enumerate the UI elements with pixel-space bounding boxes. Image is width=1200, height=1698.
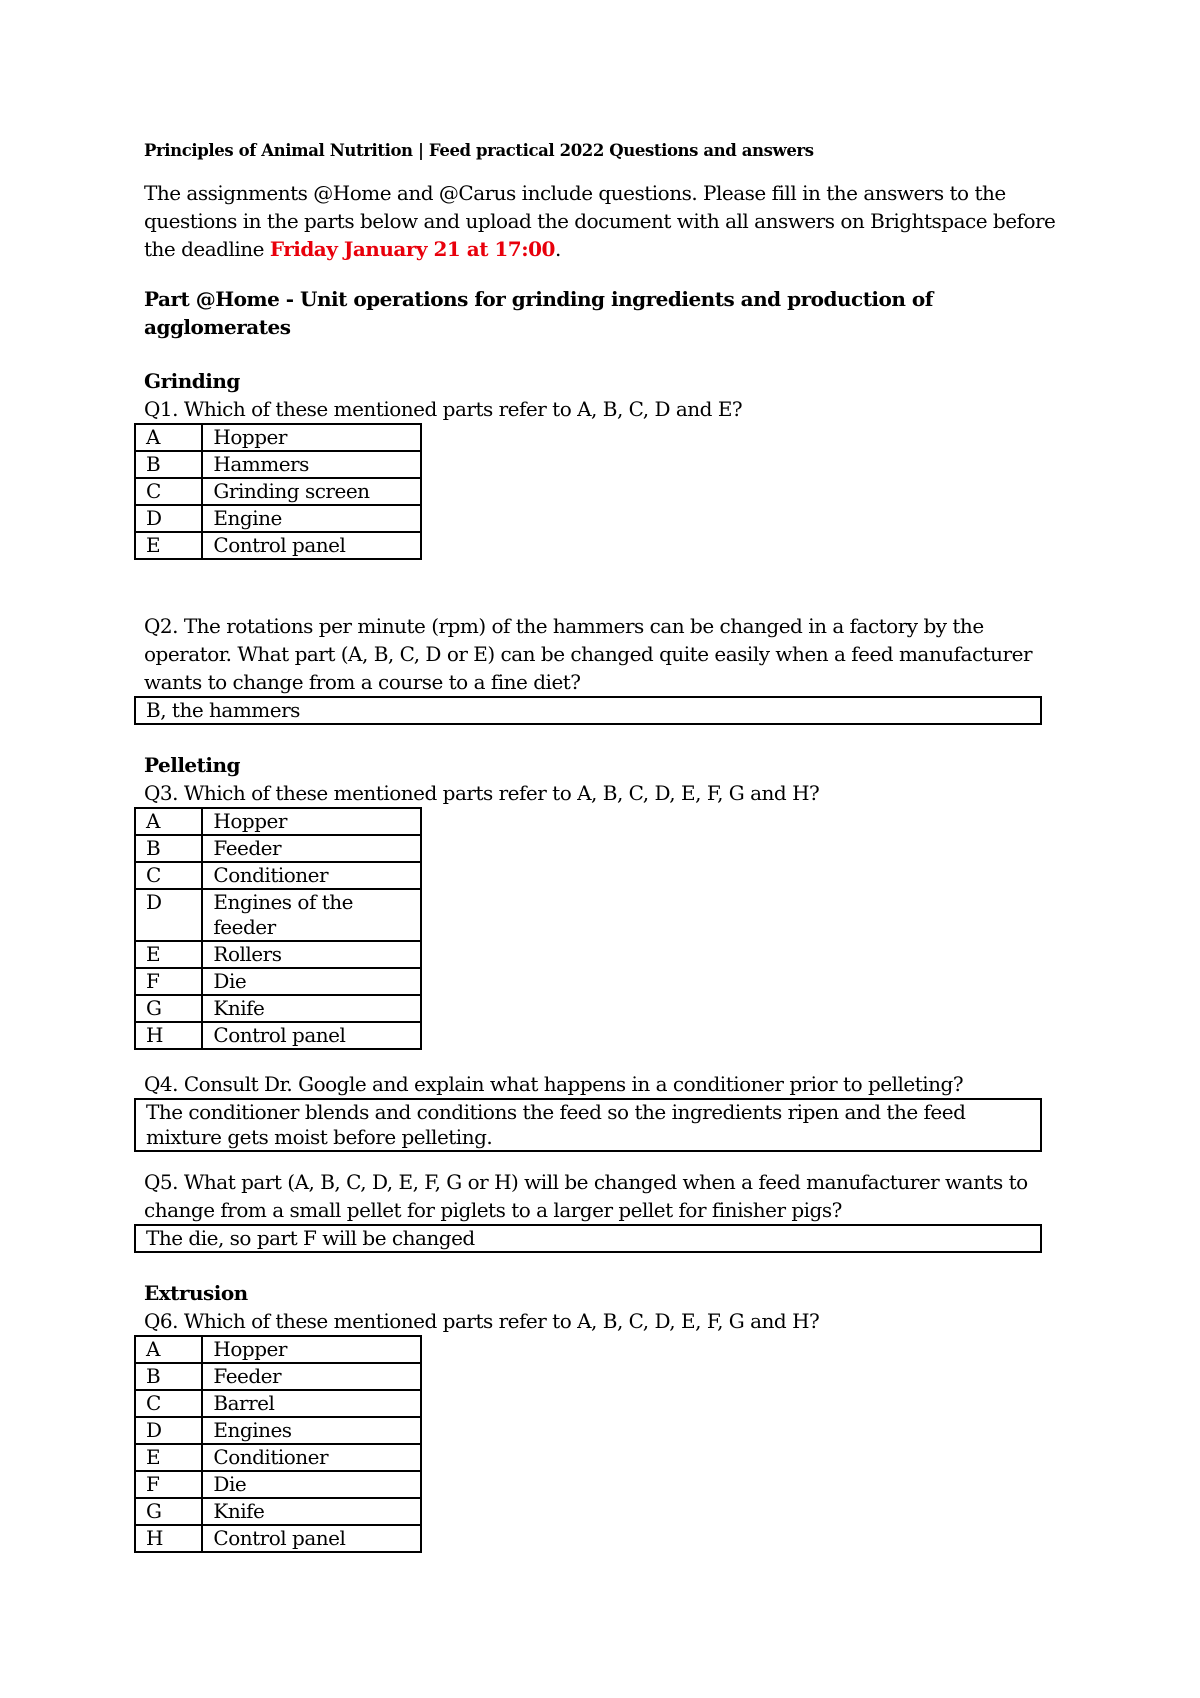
- part-value: Engine: [202, 505, 421, 532]
- part-heading: Part @Home - Unit operations for grinding ingredients and production of agglomerates: [144, 287, 933, 339]
- part-value: Die: [202, 1471, 421, 1498]
- deadline-text: Friday January 21 at 17:00: [269, 237, 555, 261]
- part-key: C: [135, 478, 202, 505]
- part-value: Engines of the feeder: [202, 889, 421, 941]
- table-row: [135, 1444, 421, 1471]
- part-key: G: [135, 995, 202, 1022]
- part-key: D: [135, 889, 202, 941]
- part-value: Hopper: [202, 1336, 421, 1363]
- part-key: C: [135, 1390, 202, 1417]
- part-value: Engines: [202, 1417, 421, 1444]
- grinding-heading: Grinding: [144, 369, 240, 393]
- part-key: E: [135, 941, 202, 968]
- question-q3: Q3. Which of these mentioned parts refer to A, B, C, D, E, F, G and H?: [144, 781, 820, 805]
- question-q2: Q2. The rotations per minute (rpm) of the hammers can be changed in a factory by the operator. What part (A, B, C, D or E) can be changed quite easily when a feed manufacturer wants to change from a course to a fine diet?: [144, 614, 1033, 694]
- part-key: E: [135, 532, 202, 559]
- table-row: [135, 1336, 421, 1363]
- part-value: Hammers: [202, 451, 421, 478]
- table-row: [135, 835, 421, 862]
- part-key: B: [135, 835, 202, 862]
- part-value: Knife: [202, 995, 421, 1022]
- part-key: E: [135, 1444, 202, 1471]
- q3-parts-table: [134, 807, 422, 1050]
- q6-parts-table: [134, 1335, 422, 1553]
- question-q5: Q5. What part (A, B, C, D, E, F, G or H) will be changed when a feed manufacturer wants to change from a small pellet for piglets to a larger pellet for finisher pigs?: [144, 1170, 1028, 1222]
- part-key: B: [135, 451, 202, 478]
- table-row: [135, 532, 421, 559]
- table-row: [135, 941, 421, 968]
- question-q6: Q6. Which of these mentioned parts refer to A, B, C, D, E, F, G and H?: [144, 1309, 820, 1333]
- part-value: Conditioner: [202, 1444, 421, 1471]
- part-key: B: [135, 1363, 202, 1390]
- question-q1: Q1. Which of these mentioned parts refer to A, B, C, D and E?: [144, 397, 743, 421]
- part-value: Control panel: [202, 1022, 421, 1049]
- part-key: H: [135, 1525, 202, 1552]
- part-key: F: [135, 1471, 202, 1498]
- part-value: Control panel: [202, 532, 421, 559]
- table-row: [135, 1498, 421, 1525]
- table-row: [135, 889, 421, 941]
- table-row: [135, 478, 421, 505]
- q1-parts-table: [134, 423, 422, 560]
- part-value: Hopper: [202, 424, 421, 451]
- part-value: Knife: [202, 1498, 421, 1525]
- intro-end: .: [554, 237, 561, 261]
- table-row: [135, 995, 421, 1022]
- part-value: Feeder: [202, 835, 421, 862]
- part-key: D: [135, 505, 202, 532]
- table-row: [135, 1525, 421, 1552]
- table-row: [135, 808, 421, 835]
- part-key: A: [135, 808, 202, 835]
- part-key: C: [135, 862, 202, 889]
- table-row: [135, 505, 421, 532]
- part-key: F: [135, 968, 202, 995]
- part-value: Conditioner: [202, 862, 421, 889]
- part-key: A: [135, 1336, 202, 1363]
- document-title: Principles of Animal Nutrition | Feed practical 2022 Questions and answers: [144, 141, 814, 160]
- part-key: D: [135, 1417, 202, 1444]
- part-key: G: [135, 1498, 202, 1525]
- table-row: [135, 451, 421, 478]
- answer-q5[interactable]: The die, so part F will be changed: [134, 1224, 1042, 1253]
- extrusion-heading: Extrusion: [144, 1281, 248, 1305]
- answer-q4[interactable]: The conditioner blends and conditions the feed so the ingredients ripen and the feed mixture gets moist before pelleting.: [134, 1098, 1042, 1152]
- table-row: [135, 1390, 421, 1417]
- document-body: [144, 140, 1056, 1553]
- part-value: Rollers: [202, 941, 421, 968]
- table-row: [135, 862, 421, 889]
- part-key: H: [135, 1022, 202, 1049]
- part-value: Barrel: [202, 1390, 421, 1417]
- part-key: A: [135, 424, 202, 451]
- intro-text: The assignments @Home and @Carus include questions. Please fill in the answers to the questions in the parts below and upload the document with all answers on Brightspace before the deadline: [144, 181, 1056, 261]
- table-row: [135, 424, 421, 451]
- table-row: [135, 968, 421, 995]
- part-value: Control panel: [202, 1525, 421, 1552]
- table-row: [135, 1417, 421, 1444]
- part-value: Die: [202, 968, 421, 995]
- question-q4: Q4. Consult Dr. Google and explain what happens in a conditioner prior to pelleting?: [144, 1072, 964, 1096]
- table-row: [135, 1022, 421, 1049]
- intro-paragraph: [144, 179, 1056, 263]
- table-row: [135, 1363, 421, 1390]
- part-value: Hopper: [202, 808, 421, 835]
- answer-q2[interactable]: B, the hammers: [134, 696, 1042, 725]
- part-value: Grinding screen: [202, 478, 421, 505]
- table-row: [135, 1471, 421, 1498]
- pelleting-heading: Pelleting: [144, 753, 241, 777]
- part-value: Feeder: [202, 1363, 421, 1390]
